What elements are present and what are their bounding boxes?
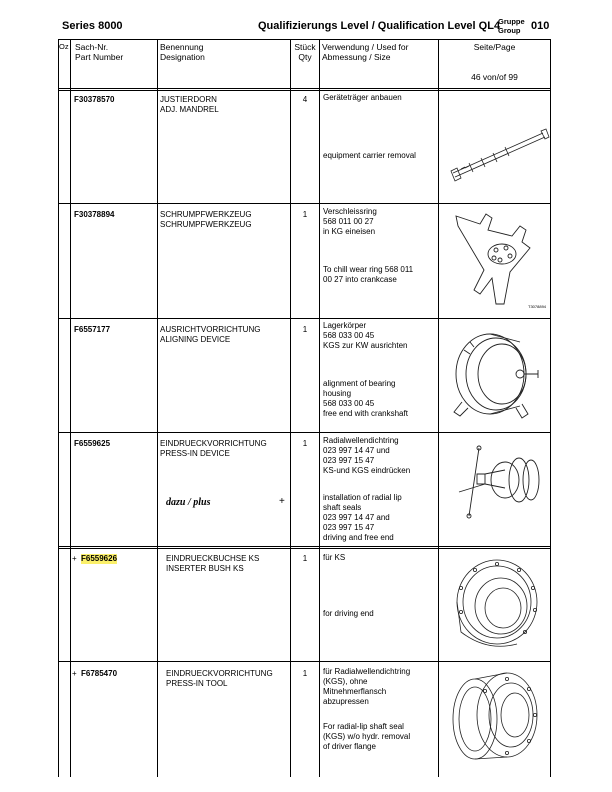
accessory-plus-mark: + bbox=[279, 496, 285, 507]
group-number: 010 bbox=[531, 20, 550, 32]
usage-de bbox=[323, 207, 377, 237]
col-header-name bbox=[160, 42, 205, 62]
quantity: 1 bbox=[302, 210, 308, 219]
usage-line: for driving end bbox=[323, 609, 374, 618]
usage-line: 023 997 14 47 and bbox=[323, 513, 390, 522]
aligning-device-image bbox=[450, 322, 548, 422]
usage-line: 568 033 00 45 bbox=[323, 331, 375, 340]
designation-de: EINDRUECKVORRICHTUNG bbox=[160, 439, 267, 448]
part-number: F6559625 bbox=[74, 439, 111, 448]
press-in-tool-image bbox=[445, 665, 549, 773]
col-header-qty-de: Stück bbox=[294, 42, 316, 52]
usage-en bbox=[323, 609, 374, 619]
row-divider bbox=[58, 661, 551, 662]
usage-line: Verschleissring bbox=[323, 207, 377, 216]
usage-en bbox=[323, 265, 413, 285]
column-divider bbox=[438, 39, 439, 777]
row-divider bbox=[58, 432, 551, 433]
column-divider bbox=[319, 39, 320, 777]
usage-line: (KGS) w/o hydr. removal bbox=[323, 732, 411, 741]
usage-line: Lagerkörper bbox=[323, 321, 367, 330]
usage-line: free end with crankshaft bbox=[323, 409, 408, 418]
column-divider bbox=[290, 39, 291, 777]
page-number: 46 von/of 99 bbox=[471, 72, 518, 82]
row-divider bbox=[58, 546, 551, 549]
usage-de bbox=[323, 436, 410, 476]
qualification-level-title: Qualifizierungs Level / Qualification Level QL4 bbox=[258, 20, 501, 32]
part-number-highlighted: F6559626 bbox=[81, 554, 118, 563]
usage-en bbox=[323, 379, 408, 419]
part-number: F30378894 bbox=[74, 210, 115, 219]
child-part-marker: + bbox=[72, 669, 77, 678]
shrink-tool-image bbox=[450, 208, 550, 308]
usage-line: 023 997 15 47 bbox=[323, 456, 375, 465]
usage-de bbox=[323, 93, 402, 103]
col-header-part bbox=[75, 42, 123, 62]
usage-line: 568 011 00 27 bbox=[323, 217, 374, 226]
usage-line: driving and free end bbox=[323, 533, 394, 542]
designation-de: SCHRUMPFWERKZEUG bbox=[160, 210, 252, 219]
designation-de: EINDRUECKVORRICHTUNG bbox=[166, 669, 273, 678]
designation bbox=[166, 554, 259, 574]
designation-de: JUSTIERDORN bbox=[160, 95, 217, 104]
designation-en: SCHRUMPFWERKZEUG bbox=[160, 220, 252, 229]
group-label-en: Group bbox=[498, 26, 521, 35]
part-number: F6785470 bbox=[81, 669, 118, 678]
press-in-device-image bbox=[455, 440, 550, 530]
usage-line: equipment carrier removal bbox=[323, 151, 416, 160]
quantity: 1 bbox=[302, 554, 308, 563]
usage-en bbox=[323, 151, 416, 161]
usage-line: 568 033 00 45 bbox=[323, 399, 375, 408]
accessory-note: dazu / plus bbox=[166, 497, 211, 508]
usage-line: installation of radial lip bbox=[323, 493, 402, 502]
usage-line: für Radialwellendichtring bbox=[323, 667, 411, 676]
usage-en bbox=[323, 493, 402, 543]
usage-line: shaft seals bbox=[323, 503, 362, 512]
designation-de: AUSRICHTVORRICHTUNG bbox=[160, 325, 261, 334]
group-label-de: Gruppe bbox=[498, 17, 525, 26]
usage-de bbox=[323, 667, 410, 707]
designation-en: ADJ. MANDREL bbox=[160, 105, 219, 114]
col-header-use bbox=[322, 42, 408, 62]
usage-line: alignment of bearing bbox=[323, 379, 396, 388]
part-number: F30378570 bbox=[74, 95, 115, 104]
usage-de bbox=[323, 553, 345, 563]
usage-line: Mitnehmerflansch bbox=[323, 687, 387, 696]
series-title: Series 8000 bbox=[62, 20, 123, 32]
child-part-marker: + bbox=[72, 554, 77, 563]
designation-en: ALIGNING DEVICE bbox=[160, 335, 231, 344]
designation bbox=[160, 95, 219, 115]
row-divider bbox=[58, 318, 551, 319]
usage-line: in KG eineisen bbox=[323, 227, 376, 236]
header-row-divider bbox=[58, 88, 551, 91]
usage-de bbox=[323, 321, 407, 351]
column-divider bbox=[70, 39, 71, 777]
quantity: 4 bbox=[302, 95, 308, 104]
usage-line: To chill wear ring 568 011 bbox=[323, 265, 414, 274]
col-header-use-de: Verwendung / Used for bbox=[322, 42, 409, 52]
designation-en: PRESS-IN TOOL bbox=[166, 679, 228, 688]
designation-en: INSERTER BUSH KS bbox=[166, 564, 244, 573]
quantity: 1 bbox=[302, 439, 308, 448]
image-code: T3078894 bbox=[528, 304, 547, 308]
col-header-page bbox=[439, 42, 550, 82]
usage-line: Geräteträger anbauen bbox=[323, 93, 402, 102]
usage-line: housing bbox=[323, 389, 352, 398]
usage-line: 023 997 14 47 und bbox=[323, 446, 390, 455]
usage-line: KS-und KGS eindrücken bbox=[323, 466, 411, 475]
group-label bbox=[498, 17, 525, 35]
col-header-page-de: Seite/Page bbox=[473, 42, 516, 52]
col-header-part-de: Sach-Nr. bbox=[75, 42, 109, 52]
usage-line: 023 997 15 47 bbox=[323, 523, 375, 532]
column-divider bbox=[157, 39, 158, 777]
inserter-bush-image bbox=[447, 552, 547, 656]
usage-line: für KS bbox=[323, 553, 346, 562]
usage-line: of driver flange bbox=[323, 742, 376, 751]
adjusting-mandrel-image bbox=[445, 125, 550, 185]
usage-line: Radialwellendichtring bbox=[323, 436, 399, 445]
row-divider bbox=[58, 203, 551, 204]
usage-line: 00 27 into crankcase bbox=[323, 275, 397, 284]
usage-line: (KGS), ohne bbox=[323, 677, 368, 686]
usage-line: KGS zur KW ausrichten bbox=[323, 341, 408, 350]
quantity: 1 bbox=[302, 325, 308, 334]
usage-en bbox=[323, 722, 410, 752]
designation bbox=[160, 439, 267, 459]
usage-line: For radial-lip shaft seal bbox=[323, 722, 404, 731]
designation bbox=[166, 669, 273, 689]
usage-line: abzupressen bbox=[323, 697, 369, 706]
designation bbox=[160, 325, 260, 345]
col-header-name-en: Designation bbox=[160, 52, 205, 62]
col-header-name-de: Benennung bbox=[160, 42, 204, 52]
col-header-part-en: Part Number bbox=[75, 52, 124, 62]
col-header-oz: Oz bbox=[59, 42, 69, 51]
col-header-qty-en: Qty bbox=[298, 52, 312, 62]
quantity: 1 bbox=[302, 669, 308, 678]
designation bbox=[160, 210, 252, 230]
col-header-qty bbox=[291, 42, 319, 62]
col-header-use-en: Abmessung / Size bbox=[322, 52, 391, 62]
part-number: F6557177 bbox=[74, 325, 111, 334]
designation-en: PRESS-IN DEVICE bbox=[160, 449, 230, 458]
designation-de: EINDRUECKBUCHSE KS bbox=[166, 554, 260, 563]
